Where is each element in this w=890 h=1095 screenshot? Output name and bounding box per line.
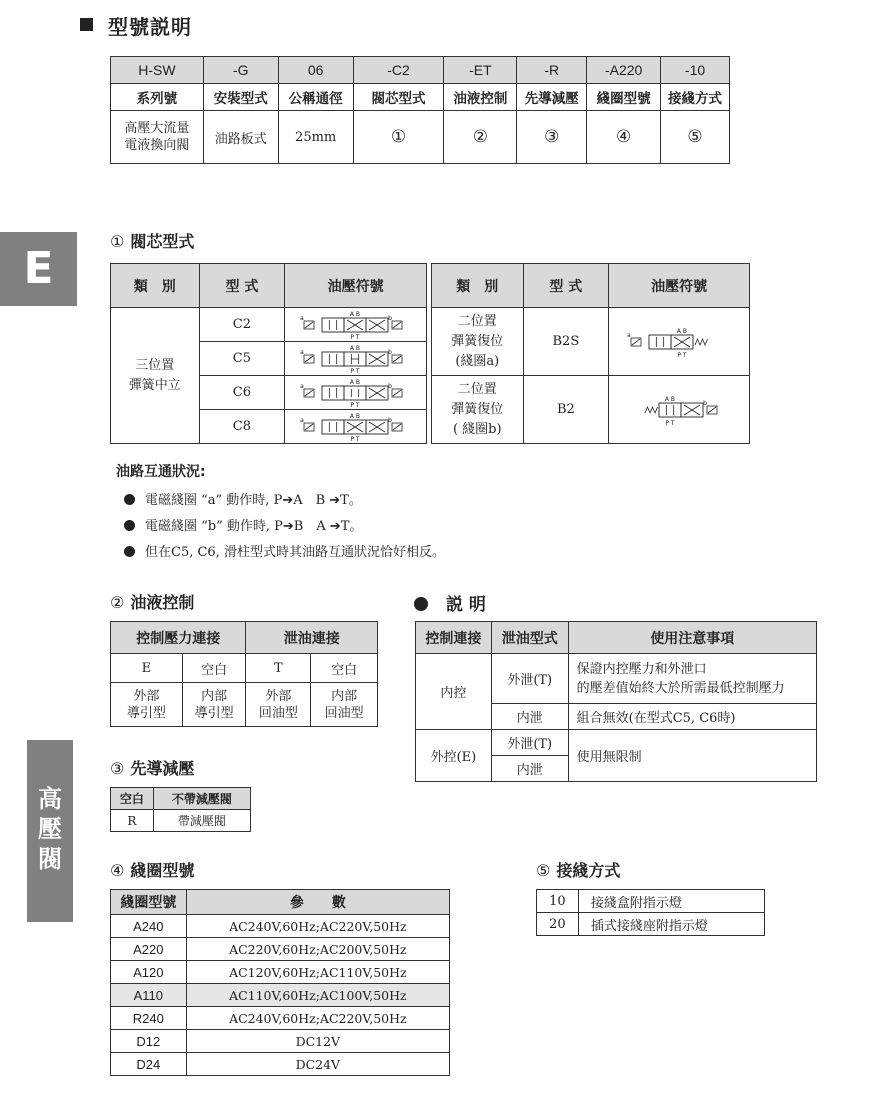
- solenoid-label: b: [387, 382, 392, 390]
- wiring-section-title: [536, 858, 620, 881]
- table-row: [111, 654, 378, 683]
- solenoid-line: [632, 339, 640, 345]
- model-code-table: [110, 56, 730, 164]
- oil-status-title: 油路互通狀況:: [116, 464, 206, 480]
- oil-status-block: [116, 461, 445, 567]
- solenoid-label: a: [299, 416, 304, 424]
- table-cell: 外部 導引型: [111, 683, 183, 727]
- table-header-row: [111, 264, 427, 308]
- section-number: ⑤: [536, 861, 551, 880]
- table-cell: 外泄(T): [491, 654, 568, 704]
- header-cell: 控制連接: [416, 622, 492, 654]
- port-label-ab: A B: [677, 327, 688, 335]
- spool-table-right: [431, 263, 750, 444]
- table-row: [416, 654, 817, 704]
- port-label-pt: P T: [665, 419, 675, 427]
- code-cell: -G: [203, 57, 278, 84]
- header-cell: 空白: [111, 788, 154, 810]
- symbol-cell: [609, 376, 750, 444]
- spool-table-left: [110, 263, 427, 444]
- symbol-cell: [285, 308, 427, 342]
- coil-code-cell: D24: [111, 1053, 187, 1076]
- valve-symbol-c6-icon: [300, 378, 412, 408]
- valve-symbol-c8-icon: [300, 412, 412, 442]
- table-cell: 使用無限制: [568, 730, 816, 782]
- table-cell: 帶減壓閥: [153, 810, 250, 832]
- header-cell: 使用注意事項: [568, 622, 816, 654]
- type-cell: C2: [199, 308, 285, 342]
- solenoid-line: [305, 390, 313, 396]
- table-header-row: [111, 622, 378, 654]
- table-cell: 内部 導引型: [182, 683, 246, 727]
- port-label-ab: A B: [349, 310, 360, 318]
- port-label-pt: P T: [349, 333, 360, 340]
- value-cell: ⑤: [661, 111, 730, 164]
- type-cell: C5: [199, 342, 285, 376]
- solenoid-line: [305, 424, 313, 430]
- bullet-text: 電磁綫圈 “a” 動作時, P➔A B ➔T。: [145, 493, 362, 508]
- bullet-icon: [124, 546, 135, 557]
- table-row: [111, 961, 450, 984]
- solenoid-label: a: [627, 331, 631, 339]
- coil-param-cell: AC110V,60Hz;AC100V,50Hz: [186, 984, 449, 1007]
- section-title-text: 接綫方式: [556, 861, 621, 880]
- description-section-title: [414, 590, 486, 615]
- table-row: [416, 730, 817, 756]
- table-cell: 外部 回油型: [246, 683, 311, 727]
- port-label-pt: P T: [349, 401, 360, 408]
- solenoid-label: a: [299, 348, 304, 356]
- label-cell: 閥芯型式: [353, 84, 444, 111]
- wiring-table: [536, 889, 765, 936]
- valve-box: [322, 386, 344, 400]
- table-cell: 插式接綫座附指示燈: [578, 913, 764, 936]
- table-row: [111, 1007, 450, 1030]
- section-title-text: 綫圈型號: [130, 861, 195, 880]
- section-title-text: 先導減壓: [130, 759, 195, 778]
- symbol-cell: [285, 342, 427, 376]
- tab-char: 壓: [38, 815, 62, 843]
- header-cell: 不帶減壓閥: [153, 788, 250, 810]
- solenoid-line: [393, 424, 401, 430]
- solenoid-line: [305, 322, 313, 328]
- section-title-text: 閥芯型式: [130, 232, 195, 251]
- table-cell: 保證内控壓力和外泄口 的壓差值始終大於所需最低控制壓力: [568, 654, 816, 704]
- bullet-icon: [124, 494, 135, 505]
- label-cell: 系列號: [111, 84, 204, 111]
- code-cell: -R: [517, 57, 587, 84]
- code-cell: 06: [278, 57, 353, 84]
- code-cell: -C2: [353, 57, 444, 84]
- section-tab-high-pressure: [27, 740, 73, 922]
- table-header-row: [111, 788, 251, 810]
- valve-box: [322, 352, 344, 366]
- tab-char: 高: [38, 785, 62, 813]
- table-cell: 組合無效(在型式C5, C6時): [568, 704, 816, 730]
- value-cell: ③: [517, 111, 587, 164]
- bullet-icon: [414, 597, 428, 611]
- table-row: [537, 913, 765, 936]
- code-cell: -A220: [587, 57, 661, 84]
- coil-code-cell: A240: [111, 915, 187, 938]
- valve-box: [344, 386, 366, 400]
- solenoid-line: [393, 390, 401, 396]
- solenoid-line: [393, 356, 401, 362]
- header-cell: 型 式: [199, 264, 285, 308]
- bullet-item: [124, 541, 445, 567]
- valve-symbol-c2-icon: [300, 310, 412, 340]
- solenoid-label: b: [387, 314, 392, 322]
- value-cell: 高壓大流量 電液換向閥: [111, 111, 204, 164]
- spool-section-title: [110, 229, 194, 252]
- header-cell: 類 別: [111, 264, 200, 308]
- table-cell: T: [246, 654, 311, 683]
- header-cell: 參 數: [186, 890, 449, 915]
- table-cell: 外控(E): [416, 730, 492, 782]
- section-title-text: 油液控制: [130, 593, 195, 612]
- description-table: [415, 621, 817, 782]
- symbol-cell: [285, 410, 427, 444]
- port-label-pt: P T: [349, 435, 360, 442]
- type-cell: C8: [199, 410, 285, 444]
- table-header-row: [111, 890, 450, 915]
- category-cell: 二位置 彈簧復位 (綫圈a): [432, 308, 524, 376]
- section-number: ②: [110, 593, 125, 612]
- header-cell: 綫圈型號: [111, 890, 187, 915]
- port-label-pt: P T: [677, 351, 687, 359]
- table-row: [111, 810, 251, 832]
- valve-symbol-c5-icon: [300, 344, 412, 374]
- table-header-row: [432, 264, 750, 308]
- port-label-ab: A B: [349, 412, 360, 420]
- bullet-item: [124, 515, 445, 541]
- valve-symbol-b2s-icon: [623, 325, 735, 359]
- solenoid-label: b: [387, 416, 392, 424]
- table-row: [111, 683, 378, 727]
- valve-box: [649, 335, 671, 349]
- table-row: [111, 308, 427, 342]
- port-label-ab: A B: [665, 395, 676, 403]
- solenoid-label: b: [387, 348, 392, 356]
- spring-icon: [695, 339, 708, 345]
- table-cell: 内部 回油型: [311, 683, 378, 727]
- table-cell: 接綫盒附指示燈: [578, 890, 764, 913]
- section-number: ①: [110, 232, 125, 251]
- table-cell: E: [111, 654, 183, 683]
- bullet-text: 電磁綫圈 “b” 動作時, P➔B A ➔T。: [145, 519, 363, 534]
- solenoid-label: b: [703, 399, 707, 407]
- coil-code-cell: A220: [111, 938, 187, 961]
- section-title-text: 説 明: [446, 595, 486, 615]
- code-cell: -10: [661, 57, 730, 84]
- coil-code-cell: D12: [111, 1030, 187, 1053]
- header-cell: 類 別: [432, 264, 524, 308]
- table-row: [111, 1053, 450, 1076]
- tab-char: 閥: [38, 845, 62, 873]
- type-cell: B2S: [523, 308, 609, 376]
- coil-code-cell: A120: [111, 961, 187, 984]
- table-row: [111, 915, 450, 938]
- spring-icon: [645, 407, 658, 413]
- section-tab-e: E: [0, 232, 77, 306]
- coil-table: [110, 889, 450, 1076]
- table-row: [537, 890, 765, 913]
- code-cell: -ET: [444, 57, 517, 84]
- oil-control-table: [110, 621, 378, 727]
- coil-code-cell: R240: [111, 1007, 187, 1030]
- symbol-cell: [609, 308, 750, 376]
- code-cell: H-SW: [111, 57, 204, 84]
- bullet-item: [124, 489, 445, 515]
- value-cell: 25mm: [278, 111, 353, 164]
- table-row: [111, 984, 450, 1007]
- value-cell: ④: [587, 111, 661, 164]
- page-title: 型號説明: [108, 15, 192, 39]
- model-value-row: [111, 111, 730, 164]
- coil-param-cell: AC120V,60Hz;AC110V,50Hz: [186, 961, 449, 984]
- valve-symbol-b2-icon: [623, 393, 735, 427]
- header-cell: 泄油型式: [491, 622, 568, 654]
- label-cell: 公稱通徑: [278, 84, 353, 111]
- header-square-icon: [80, 18, 93, 31]
- table-row: [432, 308, 750, 376]
- port-label-ab: A B: [349, 378, 360, 386]
- symbol-cell: [285, 376, 427, 410]
- port-label-pt: P T: [349, 367, 360, 374]
- valve-box: [659, 403, 681, 417]
- solenoid-label: a: [299, 382, 304, 390]
- table-cell: 空白: [311, 654, 378, 683]
- table-cell: 内泄: [491, 756, 568, 782]
- category-cell: 三位置 彈簧中立: [111, 308, 200, 444]
- coil-param-cell: DC24V: [186, 1053, 449, 1076]
- table-cell: 空白: [182, 654, 246, 683]
- coil-param-cell: AC240V,60Hz;AC220V,50Hz: [186, 1007, 449, 1030]
- value-cell: ②: [444, 111, 517, 164]
- label-cell: 綫圈型號: [587, 84, 661, 111]
- table-cell: 10: [537, 890, 579, 913]
- label-cell: 先導減壓: [517, 84, 587, 111]
- model-label-row: [111, 84, 730, 111]
- coil-section-title: [110, 858, 194, 881]
- category-cell: 二位置 彈簧復位 ( 綫圈b): [432, 376, 524, 444]
- valve-box: [322, 420, 344, 434]
- header-cell: 型 式: [523, 264, 609, 308]
- label-cell: 接綫方式: [661, 84, 730, 111]
- oil-control-section-title: [110, 590, 194, 613]
- coil-param-cell: AC240V,60Hz;AC220V,50Hz: [186, 915, 449, 938]
- pilot-section-title: [110, 756, 194, 779]
- header-cell: 泄油連接: [246, 622, 378, 654]
- table-header-row: [416, 622, 817, 654]
- bullet-text: 但在C5, C6, 滑柱型式時其油路互通狀況恰好相反。: [145, 545, 445, 560]
- table-row: [111, 938, 450, 961]
- value-cell: ①: [353, 111, 444, 164]
- table-row: [111, 1030, 450, 1053]
- solenoid-label: a: [299, 314, 304, 322]
- coil-code-cell: A110: [111, 984, 187, 1007]
- valve-box: [322, 318, 344, 332]
- value-cell: 油路板式: [203, 111, 278, 164]
- type-cell: B2: [523, 376, 609, 444]
- table-row: [432, 376, 750, 444]
- solenoid-line: [708, 407, 716, 413]
- coil-param-cell: DC12V: [186, 1030, 449, 1053]
- solenoid-line: [305, 356, 313, 362]
- table-cell: R: [111, 810, 154, 832]
- pilot-table: [110, 787, 251, 832]
- label-cell: 安裝型式: [203, 84, 278, 111]
- coil-param-cell: AC220V,60Hz;AC200V,50Hz: [186, 938, 449, 961]
- table-cell: 20: [537, 913, 579, 936]
- bullet-icon: [124, 520, 135, 531]
- type-cell: C6: [199, 376, 285, 410]
- label-cell: 油液控制: [444, 84, 517, 111]
- header-cell: 油壓符號: [609, 264, 750, 308]
- section-number: ③: [110, 759, 125, 778]
- solenoid-line: [393, 322, 401, 328]
- port-label-ab: A B: [349, 344, 360, 352]
- table-cell: 外泄(T): [491, 730, 568, 756]
- model-code-row: [111, 57, 730, 84]
- section-number: ④: [110, 861, 125, 880]
- header-cell: 控制壓力連接: [111, 622, 246, 654]
- table-cell: 内控: [416, 654, 492, 730]
- table-cell: 内泄: [491, 704, 568, 730]
- header-cell: 油壓符號: [285, 264, 427, 308]
